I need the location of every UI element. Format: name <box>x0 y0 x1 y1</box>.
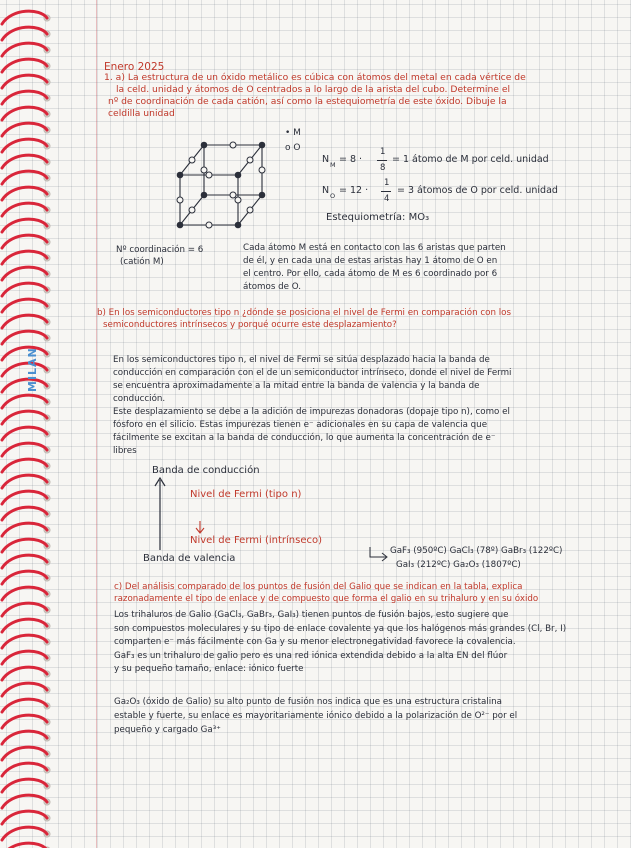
question-1b <box>97 307 511 331</box>
spiral-coil <box>2 299 47 312</box>
spiral-coil <box>2 187 47 200</box>
spiral-coil <box>2 587 47 600</box>
spiral-coil <box>2 27 47 40</box>
explain-line: de él, y en cada una de estas aristas hay 1 átomo de O en <box>243 256 498 266</box>
spiral-coil <box>2 763 47 776</box>
legend-oxygen: o O <box>285 143 301 153</box>
answer-line: conducción en comparación con el de un semiconductor intrínseco, donde el nivel de Fermi <box>113 368 512 378</box>
q1a-line: 1. a) La estructura de un óxido metálico es cúbica con átomos del metal en cada vértice de <box>104 72 526 83</box>
answer-line: En los semiconductores tipo n, el nivel de Fermi se sitúa desplazado hacia la banda de <box>113 355 490 365</box>
nm-equals: = 8 · <box>339 154 363 165</box>
melting-points-table <box>390 544 562 572</box>
spiral-coil <box>2 475 47 488</box>
answer-1c <box>114 609 566 677</box>
nm-result: = 1 átomo de M por celd. unidad <box>392 154 549 165</box>
coord-line: Nº coordinación = 6 <box>116 245 204 255</box>
explain-line: átomos de O. <box>243 282 301 292</box>
spiral-coil <box>2 139 47 152</box>
spiral-coil <box>2 251 47 264</box>
answer-line: son compuestos moleculares y su tipo de enlace covalente ya que los halógenos más grandes (Cl, Br, I) <box>114 623 567 634</box>
no-fraction-bar <box>381 191 391 192</box>
oxide-explanation <box>114 695 517 737</box>
spiral-coil <box>2 539 47 552</box>
spiral-coil <box>2 379 47 392</box>
spiral-coil <box>2 459 47 472</box>
spiral-coil <box>2 331 47 344</box>
spiral-coil <box>2 843 47 848</box>
valence-band-label: Banda de valencia <box>143 553 236 564</box>
spiral-coil <box>2 731 47 744</box>
q1a-line: la celd. unidad y átomos de O centrados a lo largo de la arista del cubo. Determine el <box>116 84 511 95</box>
spiral-coil <box>2 699 47 712</box>
spiral-coil <box>2 155 47 168</box>
spiral-coil <box>2 91 47 104</box>
answer-1b <box>113 354 511 458</box>
spiral-coil <box>2 811 47 824</box>
spiral-coil <box>2 11 47 24</box>
nm-subscript: M <box>330 161 336 169</box>
melting-points-line: GaI₃ (212ºC) Ga₂O₃ (1807ºC) <box>396 560 521 570</box>
legend-metal: • M <box>285 128 301 138</box>
no-numerator: 1 <box>384 178 390 188</box>
spiral-binding <box>0 0 60 848</box>
spiral-coil <box>2 267 47 280</box>
fermi-arrow-icon <box>190 520 210 536</box>
spiral-coil <box>2 523 47 536</box>
spiral-coil <box>2 347 47 360</box>
spiral-coil <box>2 795 47 808</box>
spiral-coil <box>2 603 47 616</box>
band-diagram-axis <box>140 470 180 560</box>
melting-points-line: GaF₃ (950ºC) GaCl₃ (78º) GaBr₃ (122ºC) <box>390 546 563 556</box>
spiral-coil <box>2 779 47 792</box>
answer-line: conducción. <box>113 394 166 404</box>
question-1c <box>114 581 538 605</box>
spiral-coil <box>2 59 47 72</box>
spiral-coil <box>2 507 47 520</box>
arrow-right-icon <box>368 545 390 563</box>
no-result: = 3 átomos de O por celd. unidad <box>397 185 558 196</box>
spiral-coil <box>2 315 47 328</box>
spiral-coil <box>2 715 47 728</box>
stoichiometry: Estequiometría: MO₃ <box>326 212 430 223</box>
spiral-coil <box>2 651 47 664</box>
no-label: N <box>322 185 330 196</box>
nm-numerator: 1 <box>380 147 386 157</box>
question-1a <box>104 72 526 120</box>
spiral-coil <box>2 171 47 184</box>
margin-line <box>96 0 97 848</box>
explain-line: el centro. Por ello, cada átomo de M es 6 coordinado por 6 <box>243 269 498 279</box>
spiral-coil <box>2 555 47 568</box>
q1c-line: razonadamente el tipo de enlace y de compuesto que forma el galio en su trihaluro y en su óxido <box>114 594 539 604</box>
spiral-coil <box>2 635 47 648</box>
spiral-coil <box>2 203 47 216</box>
answer-line: fósforo en el silicio. Estas impurezas tienen e⁻ adicionales en su capa de valencia que <box>113 420 488 430</box>
q1b-line: semiconductores intrínsecos y porqué ocurre este desplazamiento? <box>103 320 397 330</box>
nm-label: N <box>322 154 330 165</box>
oxygen-atoms <box>177 142 265 228</box>
answer-line: y su pequeño tamaño, enlace: iónico fuerte <box>114 664 304 674</box>
conduction-band-label: Banda de conducción <box>152 465 260 476</box>
spiral-coil <box>2 283 47 296</box>
fermi-level-intrinsic-label: Nivel de Fermi (intrínseco) <box>190 535 323 546</box>
answer-line: Este desplazamiento se debe a la adición de impurezas donadoras (dopaje tipo n), como el <box>113 407 510 417</box>
no-subscript: O <box>330 192 336 200</box>
q1b-line: b) En los semiconductores tipo n ¿dónde se posiciona el nivel de Fermi en comparación con los <box>97 308 511 318</box>
spiral-coil <box>2 747 47 760</box>
spiral-coil <box>2 123 47 136</box>
q1c-line: c) Del análisis comparado de los puntos de fusión del Galio que se indican en la tabla, explica <box>114 582 523 592</box>
spiral-coil <box>2 235 47 248</box>
fermi-level-n-label: Nivel de Fermi (tipo n) <box>190 489 302 500</box>
coordination-explanation <box>243 242 506 294</box>
coord-line: (catión M) <box>120 257 164 267</box>
metal-atoms <box>177 142 266 229</box>
spiral-coil <box>2 75 47 88</box>
spiral-coil <box>2 683 47 696</box>
answer-line: Ga₂O₃ (óxido de Galio) su alto punto de fusión nos indica que es una estructura cristalina <box>114 697 502 707</box>
spiral-coil <box>2 667 47 680</box>
nm-denominator: 8 <box>380 163 386 173</box>
answer-line: GaF₃ es un trihaluro de galio pero es una red iónica extendida debido a la alta EN del flúor <box>114 650 508 661</box>
nm-fraction-bar <box>377 160 387 161</box>
spiral-coil <box>2 395 47 408</box>
spiral-coil <box>2 107 47 120</box>
spiral-coil <box>2 491 47 504</box>
q1a-line: nº de coordinación de cada catión, así como la estequiometría de este óxido. Dibuje la <box>108 96 507 107</box>
spiral-coil <box>2 427 47 440</box>
answer-line: Los trihaluros de Galio (GaCl₃, GaBr₃, GaI₃) tienen puntos de fusión bajos, esto sugiere que <box>114 610 509 620</box>
spiral-coil <box>2 43 47 56</box>
answer-line: fácilmente se excitan a la banda de conducción, lo que aumenta la concentración de e⁻ <box>113 433 496 443</box>
unit-cell-diagram <box>168 130 278 235</box>
answer-line: estable y fuerte, su enlace es mayoritariamente iónico debido a la polarización de O²⁻ por el <box>114 711 518 721</box>
coordination-number <box>116 244 203 268</box>
spiral-coil <box>2 219 47 232</box>
spiral-coil <box>2 827 47 840</box>
spiral-coil <box>2 443 47 456</box>
spiral-coil <box>2 571 47 584</box>
explain-line: Cada átomo M está en contacto con las 6 aristas que parten <box>243 243 506 253</box>
spiral-coil <box>2 411 47 424</box>
no-denominator: 4 <box>384 194 390 204</box>
answer-line: pequeño y cargado Ga³⁺ <box>114 725 221 735</box>
notebook-brand: MILAN <box>26 347 39 392</box>
answer-line: libres <box>113 446 137 456</box>
q1a-line: celdilla unidad <box>108 108 175 119</box>
no-equals: = 12 · <box>339 185 369 196</box>
date-heading: Enero 2025 <box>104 61 165 73</box>
spiral-coil <box>2 363 47 376</box>
answer-line: se encuentra aproximadamente a la mitad entre la banda de valencia y la banda de <box>113 381 480 391</box>
answer-line: comparten e⁻ más fácilmente con Ga y su menor electronegatividad favorece la covalencia. <box>114 637 516 647</box>
spiral-coil <box>2 619 47 632</box>
